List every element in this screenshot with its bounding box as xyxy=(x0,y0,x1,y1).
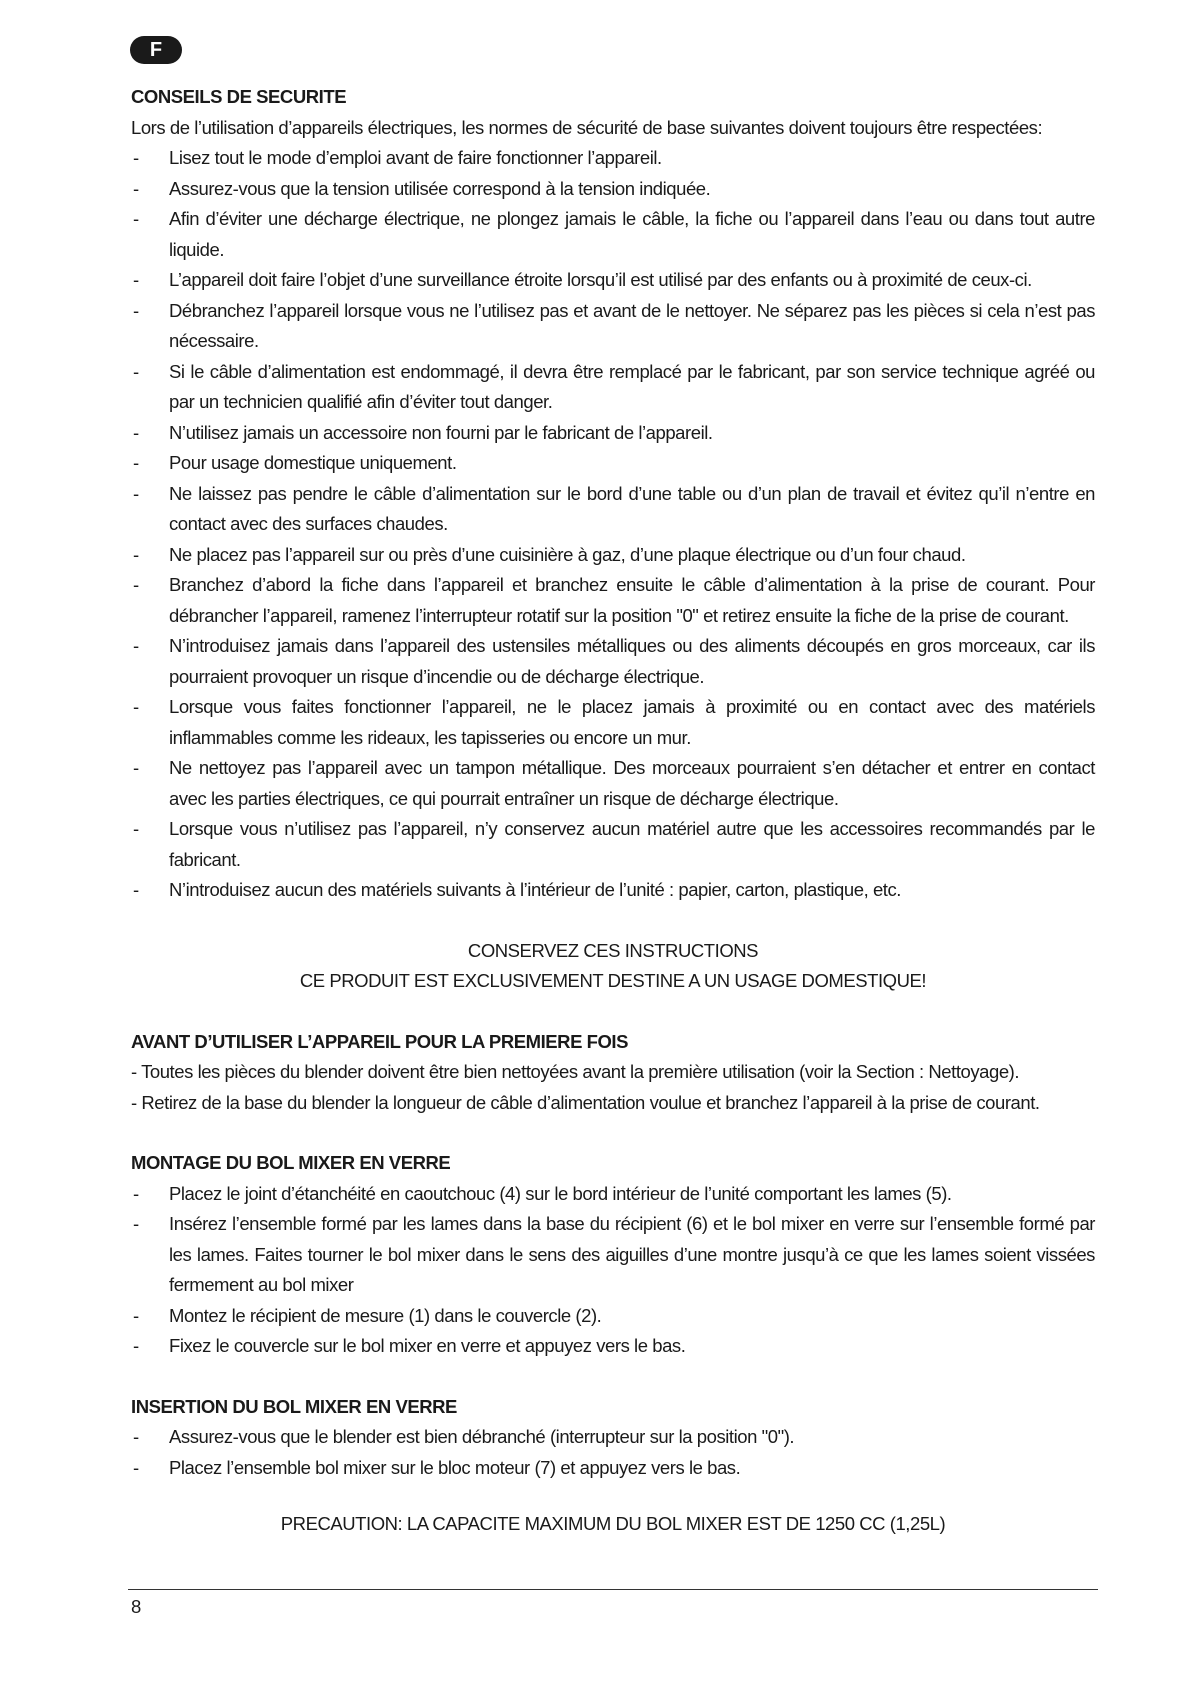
list-item xyxy=(131,631,1095,692)
list-item-text: Assurez-vous que la tension utilisée correspond à la tension indiquée. xyxy=(169,177,711,199)
list-item-text: Ne placez pas l’appareil sur ou près d’une cuisinière à gaz, d’une plaque électrique ou d’un four chaud. xyxy=(169,543,966,565)
bullet-dash: - xyxy=(133,879,139,900)
list-item xyxy=(131,1301,1095,1332)
list-item-text: Ne nettoyez pas l’appareil avec un tampon métallique. Des morceaux pourraient s’en détacher et entrer en contact avec les parties électriques, ce qui pourrait entraîner un risque de décharge électrique. xyxy=(169,757,1095,809)
bullet-dash: - xyxy=(133,269,139,290)
list-item xyxy=(131,875,1095,906)
list-item-text: Pour usage domestique uniquement. xyxy=(169,452,457,473)
list-item-text: N’introduisez aucun des matériels suivants à l’intérieur de l’unité : papier, carton, plastique, etc. xyxy=(169,879,901,900)
assembly-title: MONTAGE DU BOL MIXER EN VERRE xyxy=(131,1152,451,1173)
list-item xyxy=(131,296,1095,357)
list-item-text: Lorsque vous n’utilisez pas l’appareil, n’y conservez aucun matériel autre que les accessoires recommandés par le fabricant. xyxy=(169,818,1095,870)
bullet-dash: - xyxy=(133,818,139,839)
list-item xyxy=(131,540,1095,571)
list-item xyxy=(131,357,1095,418)
notice-line-keep-instructions: CONSERVEZ CES INSTRUCTIONS xyxy=(467,939,759,961)
bullet-dash: - xyxy=(133,482,139,504)
list-item xyxy=(131,570,1095,631)
notice-block xyxy=(131,936,1095,997)
assembly-section xyxy=(131,1148,1095,1362)
bullet-dash: - xyxy=(133,177,139,199)
assembly-list xyxy=(131,1179,1095,1362)
list-item-text: Débranchez l’appareil lorsque vous ne l’utilisez pas et avant de le nettoyer. Ne séparez pas les pièces si cela n’est pas nécessaire. xyxy=(169,299,1095,351)
list-item-text: L’appareil doit faire l’objet d’une surveillance étroite lorsqu’il est utilisé par des enfants ou à proximité de ceux-ci. xyxy=(169,269,1032,290)
page-number: 8 xyxy=(131,1596,142,1617)
language-badge: F xyxy=(130,36,182,64)
bullet-dash: - xyxy=(133,1426,139,1447)
list-item-text: Lisez tout le mode d’emploi avant de faire fonctionner l’appareil. xyxy=(169,147,662,168)
list-item xyxy=(131,753,1095,814)
bullet-dash: - xyxy=(133,360,139,382)
list-item-text: Afin d’éviter une décharge électrique, ne plongez jamais le câble, la fiche ou l’appareil dans l’eau ou dans tout autre liquide. xyxy=(169,208,1095,260)
first-use-section xyxy=(131,1027,1095,1119)
bullet-dash: - xyxy=(133,543,139,565)
bullet-dash: - xyxy=(133,452,139,473)
list-item-text: Si le câble d’alimentation est endommagé, il devra être remplacé par le fabricant, par son service technique agréé ou par un technicien qualifié afin d’éviter tout danger. xyxy=(169,360,1095,412)
list-item xyxy=(131,448,1095,479)
list-item-text: Branchez d’abord la fiche dans l’appareil et branchez ensuite le câble d’alimentation à la prise de courant. Pour débrancher l’appareil, ramenez l’interrupteur rotatif sur la position "0" et retirez ensuite la fiche de la prise de courant. xyxy=(169,574,1095,626)
bullet-dash: - xyxy=(133,757,139,778)
list-item xyxy=(131,479,1095,540)
bullet-dash: - xyxy=(133,208,139,229)
insertion-section xyxy=(131,1392,1095,1484)
list-item-text: Fixez le couvercle sur le bol mixer en verre et appuyez vers le bas. xyxy=(169,1335,686,1356)
list-item xyxy=(131,174,1095,205)
list-item xyxy=(131,1422,1095,1453)
insertion-list xyxy=(131,1422,1095,1483)
insertion-title: INSERTION DU BOL MIXER EN VERRE xyxy=(131,1395,457,1417)
list-item-text: N’introduisez jamais dans l’appareil des ustensiles métalliques ou des aliments découpés en gros morceaux, car ils pourraient provoquer un risque d’incendie ou de décharge électrique. xyxy=(169,635,1095,687)
safety-intro: Lors de l’utilisation d’appareils électriques, les normes de sécurité de base suivantes doivent toujours être respectées: xyxy=(131,116,1043,138)
list-item xyxy=(131,1179,1095,1210)
list-item xyxy=(131,418,1095,449)
list-item xyxy=(131,1331,1095,1362)
list-item xyxy=(131,692,1095,753)
notice-line-domestic-use: CE PRODUIT EST EXCLUSIVEMENT DESTINE A UN USAGE DOMESTIQUE! xyxy=(299,970,927,991)
safety-section xyxy=(131,82,1095,906)
bullet-dash: - xyxy=(133,1456,139,1478)
first-use-line: - Retirez de la base du blender la longueur de câble d’alimentation voulue et branchez l’appareil à la prise de courant. xyxy=(131,1091,1040,1113)
bullet-dash: - xyxy=(133,299,139,321)
list-item-text: Ne laissez pas pendre le câble d’alimentation sur le bord d’une table ou d’un plan de travail et évitez qu’il n’entre en contact avec des surfaces chaudes. xyxy=(169,482,1095,534)
page-content xyxy=(131,82,1095,1540)
bullet-dash: - xyxy=(133,1304,139,1326)
list-item xyxy=(131,265,1095,296)
list-item xyxy=(131,204,1095,265)
safety-list xyxy=(131,143,1095,906)
first-use-line: - Toutes les pièces du blender doivent être bien nettoyées avant la première utilisation (voir la Section : Nettoyage). xyxy=(131,1061,1020,1082)
caution-note: PRECAUTION: LA CAPACITE MAXIMUM DU BOL MIXER EST DE 1250 CC (1,25L) xyxy=(280,1513,946,1534)
bullet-dash: - xyxy=(133,635,139,656)
first-use-title: AVANT D’UTILISER L’APPAREIL POUR LA PREMIERE FOIS xyxy=(131,1030,629,1052)
bullet-dash: - xyxy=(133,1213,139,1234)
list-item xyxy=(131,1453,1095,1484)
list-item-text: Insérez l’ensemble formé par les lames dans la base du récipient (6) et le bol mixer en verre sur l’ensemble formé par les lames. Faites tourner le bol mixer dans le sens des aiguilles d’une montre jusqu’à ce que les lames soient vissées fermement au bol mixer xyxy=(169,1213,1095,1295)
list-item-text: Placez le joint d’étanchéité en caoutchouc (4) sur le bord intérieur de l’unité comportant les lames (5). xyxy=(169,1182,952,1204)
bullet-dash: - xyxy=(133,147,139,168)
bullet-dash: - xyxy=(133,696,139,717)
bullet-dash: - xyxy=(133,421,139,443)
list-item-text: N’utilisez jamais un accessoire non fourni par le fabricant de l’appareil. xyxy=(169,421,713,443)
list-item-text: Assurez-vous que le blender est bien débranché (interrupteur sur la position "0"). xyxy=(169,1426,795,1447)
list-item-text: Lorsque vous faites fonctionner l’appareil, ne le placez jamais à proximité ou en contact avec des matériels inflammables comme les rideaux, les tapisseries ou encore un mur. xyxy=(169,696,1095,748)
footer-divider xyxy=(128,1589,1098,1590)
bullet-dash: - xyxy=(133,574,139,595)
list-item xyxy=(131,1209,1095,1301)
list-item-text: Montez le récipient de mesure (1) dans le couvercle (2). xyxy=(169,1304,602,1326)
bullet-dash: - xyxy=(133,1182,139,1204)
safety-title: CONSEILS DE SECURITE xyxy=(131,86,347,107)
list-item xyxy=(131,143,1095,174)
list-item-text: Placez l’ensemble bol mixer sur le bloc moteur (7) et appuyez vers le bas. xyxy=(169,1456,741,1478)
bullet-dash: - xyxy=(133,1335,139,1356)
list-item xyxy=(131,814,1095,875)
